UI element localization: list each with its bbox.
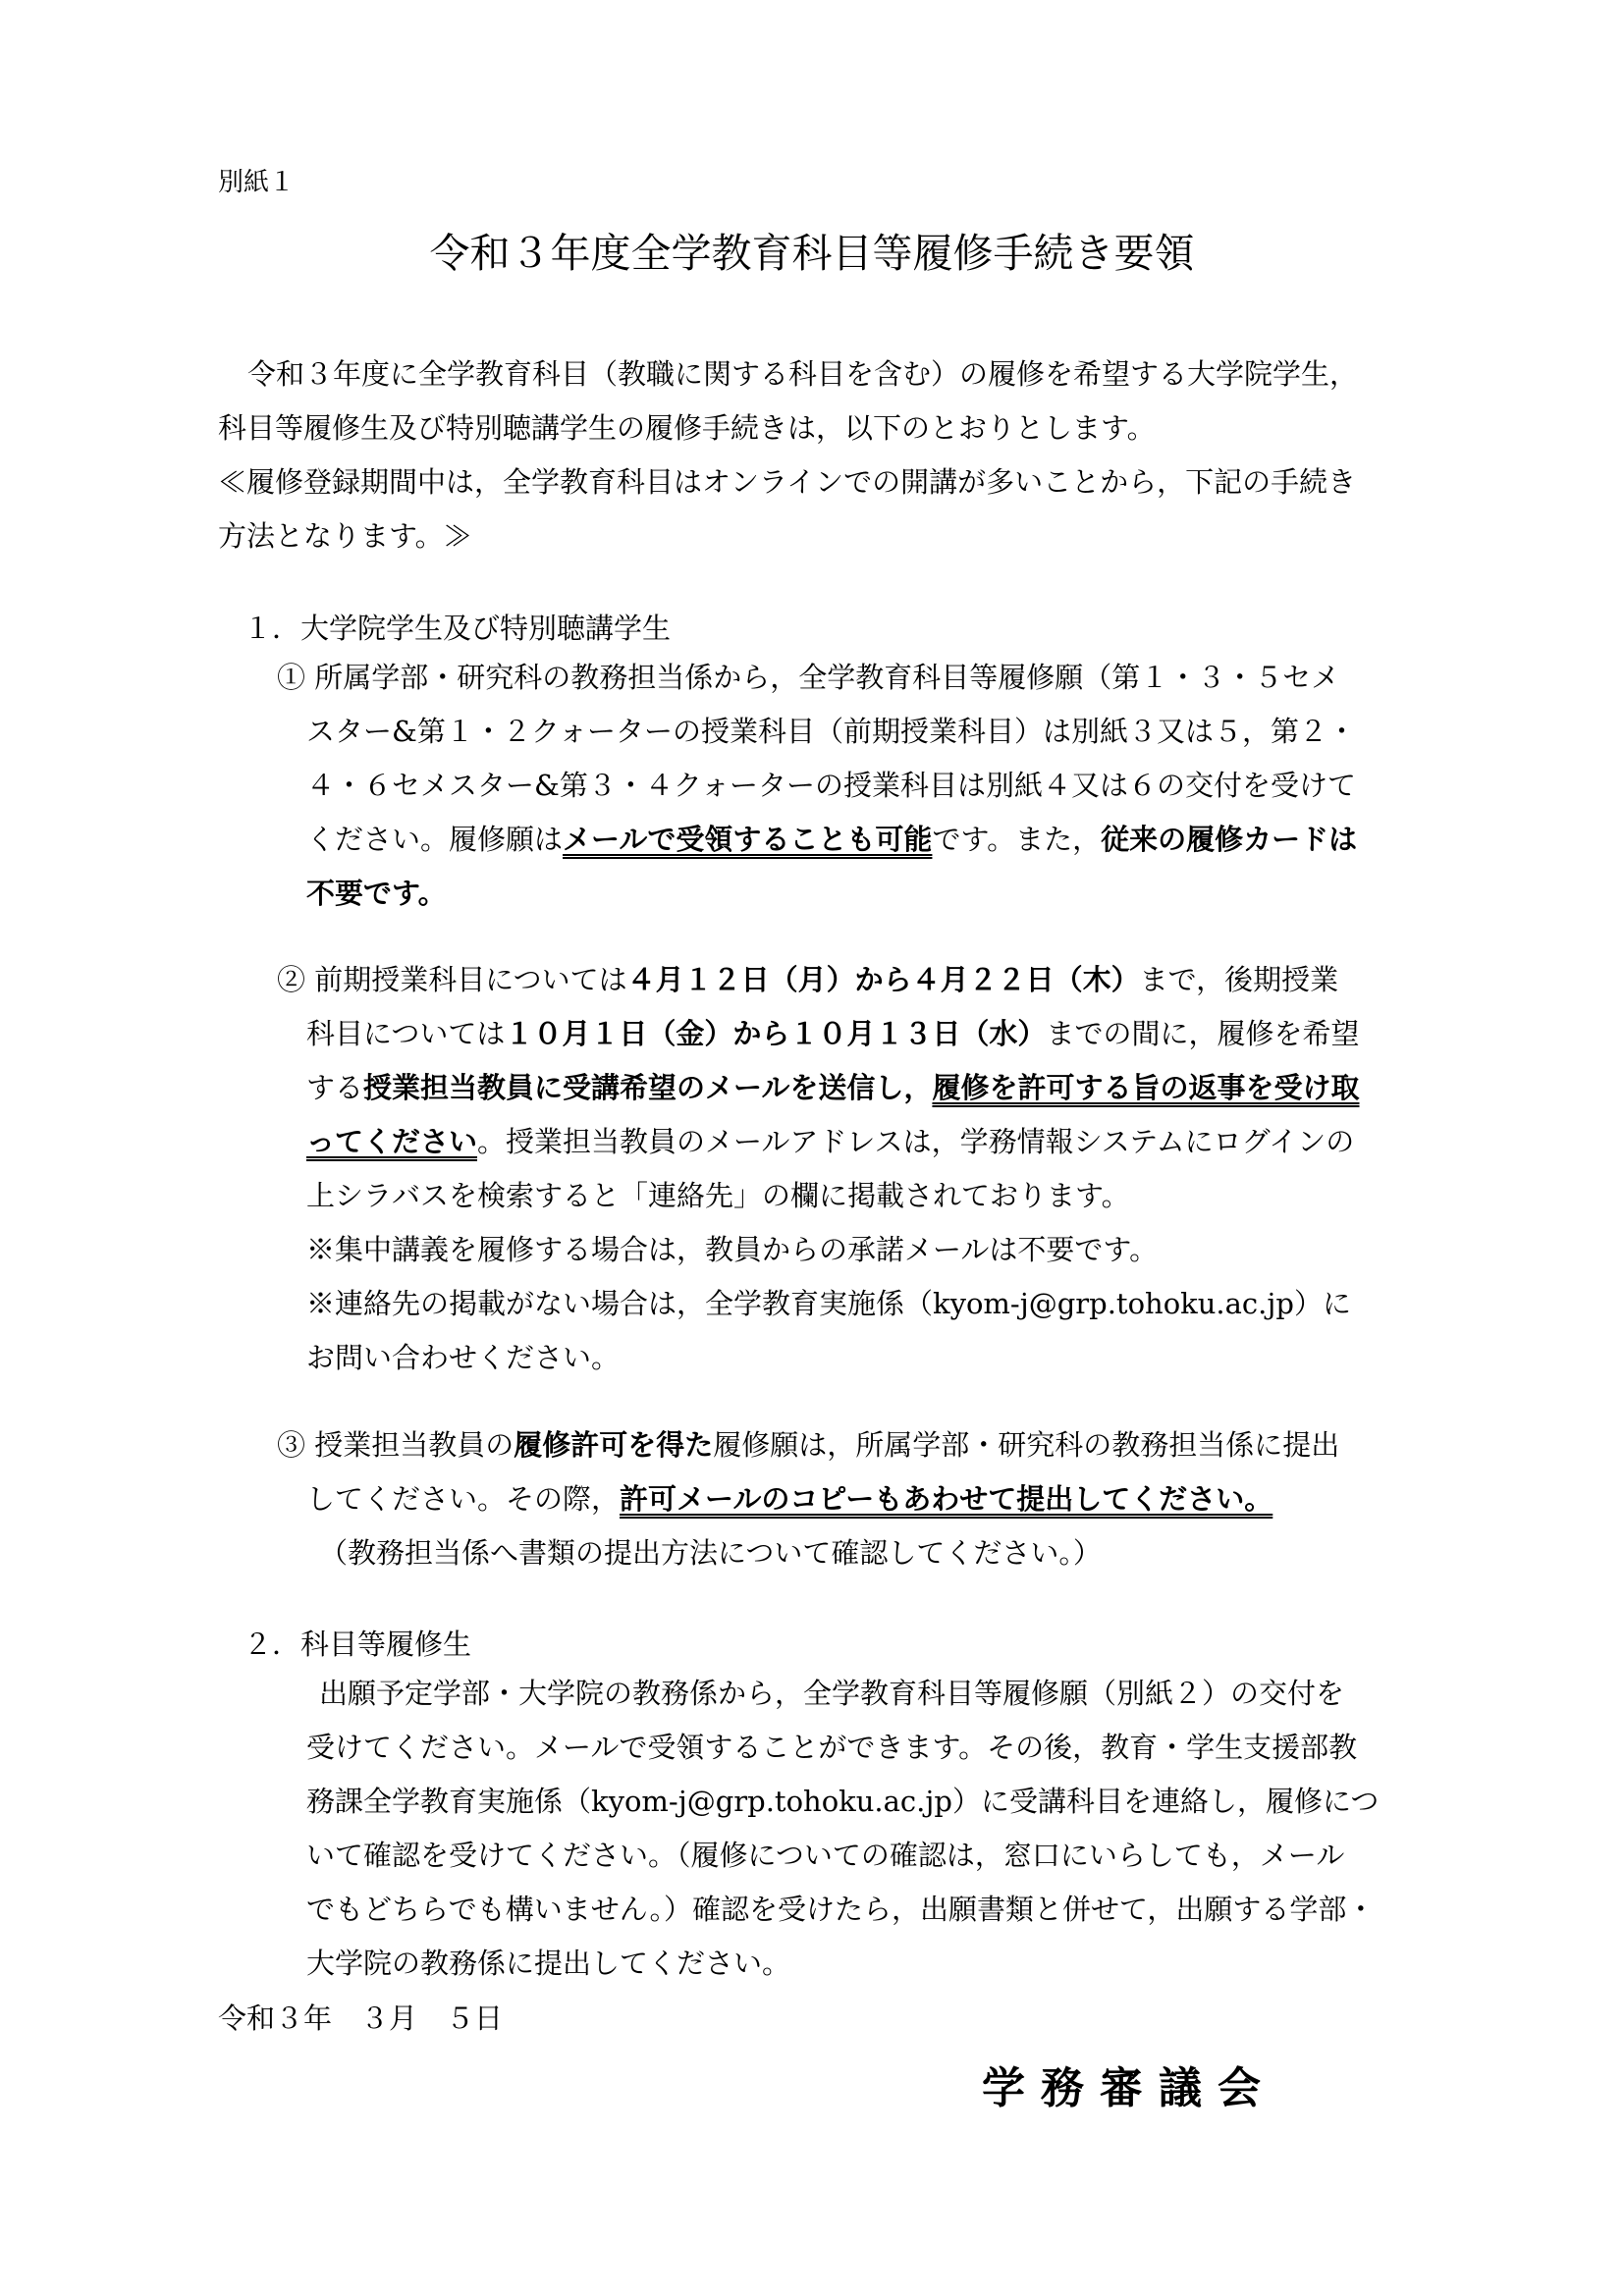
- item3-line-1: [277, 1423, 1339, 1467]
- item2-note-3: お問い合わせください。: [306, 1341, 621, 1374]
- item1-line-4-text: ください。履修願は: [306, 823, 564, 856]
- receive-permission-instruction: 履修を許可する旨の返事を受け取: [932, 1071, 1360, 1104]
- first-term-period: ４月１２日（月）から４月２２日（木）: [626, 963, 1140, 996]
- intro-line-1: 令和３年度に全学教育科目（教職に関する科目を含む）の履修を希望する大学院学生，: [247, 357, 1359, 391]
- item1-line-2: スター&第１・２クォーターの授業科目（前期授業科目）は別紙３又は５，第２・: [306, 715, 1356, 748]
- intro-line-4: 方法となります。≫: [218, 519, 472, 553]
- item1-line-5: 不要です。: [306, 877, 447, 910]
- section2-line-2: 受けてください。メールで受領することができます。その後，教育・学生支援部教: [306, 1731, 1358, 1764]
- item2-note-2: ※連絡先の掲載がない場合は，全学教育実施係（kyom-j@grp.tohoku.ac.jp）に: [306, 1287, 1351, 1320]
- item1-line-4-mid: です。また，: [932, 823, 1102, 856]
- item2-note-1: ※集中講義を履修する場合は，教員からの承諾メールは不要です。: [306, 1233, 1159, 1266]
- item2-line-2-text: 科目については: [306, 1017, 506, 1050]
- item2-line-4-text: 。授業担当教員のメールアドレスは，学務情報システムにログインの: [477, 1125, 1355, 1158]
- second-term-period: １０月１日（金）から１０月１３日（水）: [505, 1017, 1047, 1050]
- item3-line-1-text: ③ 授業担当教員の: [277, 1428, 514, 1462]
- permission-obtained-note: 履修許可を得た: [514, 1428, 714, 1462]
- item2-line-2: [306, 1012, 1359, 1055]
- document-label: 別紙１: [218, 168, 296, 197]
- item1-line-4: [306, 818, 1357, 861]
- card-not-needed-note: 従来の履修カードは: [1101, 823, 1358, 856]
- item3-line-2-text: してください。その際，: [306, 1482, 621, 1516]
- issuer-name: 学務審議会: [982, 2063, 1276, 2113]
- item1-line-3: ４・６セメスター&第３・４クォーターの授業科目は別紙４又は６の交付を受けて: [306, 769, 1356, 802]
- item1-line-1: ① 所属学部・研究科の教務担当係から，全学教育科目等履修願（第１・３・５セメ: [277, 661, 1340, 694]
- intro-line-3: ≪履修登録期間中は，全学教育科目はオンラインでの開講が多いことから，下記の手続き: [218, 465, 1357, 499]
- document-title: 令和３年度全学教育科目等履修手続き要領: [429, 230, 1195, 277]
- section2-line-1: 出願予定学部・大学院の教務係から，全学教育科目等履修願（別紙２）の交付を: [319, 1677, 1345, 1710]
- receive-permission-instruction-end: ってください: [306, 1125, 478, 1158]
- item2-line-4: [306, 1120, 1354, 1163]
- item2-line-2-end: までの間に，履修を希望: [1046, 1017, 1360, 1050]
- item2-line-1-end: まで，後期授業: [1139, 963, 1339, 996]
- section2-line-5: でもどちらでも構いません。）確認を受けたら，出願書類と併せて，出願する学部・: [306, 1893, 1376, 1926]
- section2-line-4: いて確認を受けてください。（履修についての確認は，窓口にいらしても，メール: [306, 1839, 1345, 1872]
- section2-heading: ２．科目等履修生: [244, 1628, 472, 1661]
- item2-line-3-comma: ，: [903, 1071, 933, 1104]
- item2-line-3-text: する: [306, 1071, 364, 1104]
- section1-heading: １．大学院学生及び特別聴講学生: [244, 612, 672, 645]
- document-date: 令和３年 ３月 ５日: [218, 2002, 504, 2035]
- intro-line-2: 科目等履修生及び特別聴講学生の履修手続きは，以下のとおりとします。: [218, 411, 1156, 445]
- section2-line-6: 大学院の教務係に提出してください。: [306, 1947, 791, 1980]
- item3-line-2: [306, 1477, 1272, 1521]
- section2-line-3: 務課全学教育実施係（kyom-j@grp.tohoku.ac.jp）に受講科目を連絡し，履修につ: [306, 1785, 1380, 1818]
- item2-line-5: 上シラバスを検索すると「連絡先」の欄に掲載されております。: [306, 1179, 1130, 1212]
- send-email-instruction: 授業担当教員に受講希望のメールを送信し: [363, 1071, 904, 1104]
- item3-line-3: （教務担当係へ書類の提出方法について確認してください。）: [319, 1536, 1102, 1570]
- attach-email-copy-note: 許可メールのコピーもあわせて提出してください。: [620, 1482, 1273, 1516]
- item2-line-1: [277, 958, 1338, 1001]
- email-receipt-note: メールで受領することも可能: [563, 823, 933, 856]
- item2-line-1-text: ② 前期授業科目については: [277, 963, 627, 996]
- item2-line-3: [306, 1066, 1359, 1109]
- item3-line-1-end: 履修願は，所属学部・研究科の教務担当係に提出: [713, 1428, 1340, 1462]
